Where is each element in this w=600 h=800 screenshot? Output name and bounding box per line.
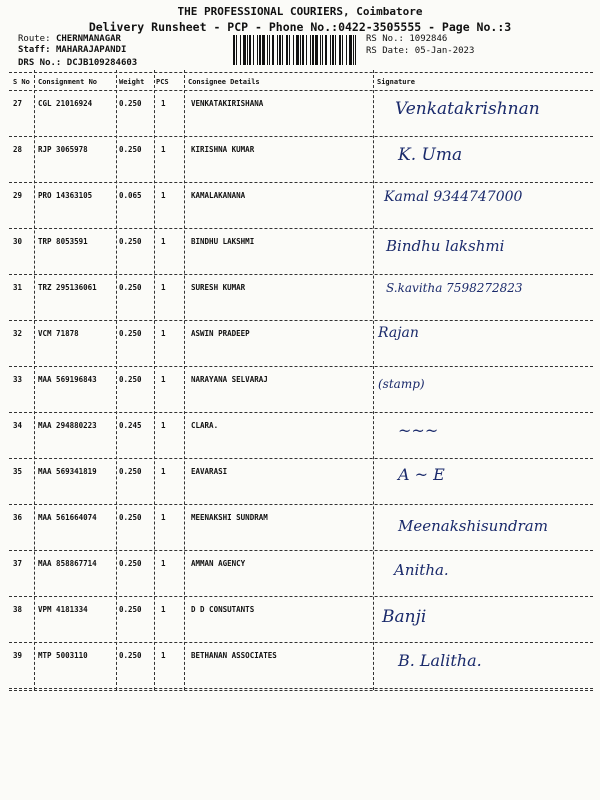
pcs-cell: 1 <box>161 605 166 614</box>
pcs-cell: 1 <box>161 467 166 476</box>
barcode-bar <box>240 35 241 65</box>
barcode-bar <box>262 35 265 65</box>
signature-cell: Banji <box>382 607 427 627</box>
drs-label: DRS No.: <box>18 58 62 68</box>
row-rule <box>9 642 593 643</box>
pcs-cell: 1 <box>161 421 166 430</box>
row-rule <box>9 550 593 551</box>
barcode-bar <box>320 35 321 65</box>
row-rule <box>9 596 593 597</box>
row-rule <box>9 504 593 505</box>
consignment-cell: MAA 569196843 <box>38 375 97 384</box>
barcode-bar <box>279 35 281 65</box>
col-divider <box>116 70 117 690</box>
sno-cell: 36 <box>13 513 23 522</box>
pcs-cell: 1 <box>161 283 166 292</box>
weight-cell: 0.250 <box>119 559 142 568</box>
weight-cell: 0.250 <box>119 237 142 246</box>
barcode-bar <box>289 35 290 65</box>
weight-cell: 0.250 <box>119 99 142 108</box>
barcode-bar <box>267 35 268 65</box>
signature-cell: Kamal 9344747000 <box>384 189 523 205</box>
consignment-cell: MAA 294880223 <box>38 421 97 430</box>
consignee-cell: AMMAN AGENCY <box>191 559 246 568</box>
barcode-bar <box>322 35 323 65</box>
barcode-bar <box>302 35 304 65</box>
header-signature: Signature <box>377 78 415 86</box>
rs-date-value: 05-Jan-2023 <box>414 46 475 56</box>
signature-cell: B. Lalitha. <box>398 651 482 670</box>
consignee-cell: D D CONSUTANTS <box>191 605 255 614</box>
consignee-cell: NARAYANA SELVARAJ <box>191 375 268 384</box>
company-title: THE PROFESSIONAL COURIERS, Coimbatore <box>177 5 423 18</box>
barcode-bar <box>236 35 237 65</box>
row-rule <box>9 182 593 183</box>
sno-cell: 38 <box>13 605 23 614</box>
consignee-cell: BINDHU LAKSHMI <box>191 237 255 246</box>
barcode-bar <box>247 35 248 65</box>
consignee-cell: KAMALAKANANA <box>191 191 246 200</box>
barcode-bar <box>306 35 307 65</box>
weight-cell: 0.250 <box>119 605 142 614</box>
pcs-cell: 1 <box>161 559 166 568</box>
barcode-bar <box>312 35 314 65</box>
col-divider <box>373 70 374 690</box>
staff-value: MAHARAJAPANDI <box>55 45 127 55</box>
barcode-bar <box>346 35 347 65</box>
barcode-bar <box>257 35 258 65</box>
consignee-cell: VENKATAKIRISHANA <box>191 99 264 108</box>
drs-value: DCJB109284603 <box>66 58 138 68</box>
col-divider <box>154 70 155 690</box>
sno-cell: 33 <box>13 375 23 384</box>
table-top-rule <box>9 72 593 73</box>
barcode-bar <box>300 35 301 65</box>
route-line <box>18 34 121 44</box>
signature-cell: K. Uma <box>398 145 463 165</box>
barcode-bar <box>339 35 341 65</box>
header-consignment: Consignment No <box>38 78 98 86</box>
barcode-bar <box>249 35 251 65</box>
drs-line <box>18 58 137 68</box>
consignee-cell: MEENAKSHI SUNDRAM <box>191 513 268 522</box>
consignee-cell: ASWIN PRADEEP <box>191 329 250 338</box>
route-value: CHERNMANAGAR <box>55 34 121 44</box>
consignee-cell: SURESH KUMAR <box>191 283 246 292</box>
barcode <box>233 35 356 65</box>
header-pcs: PCS <box>156 78 169 86</box>
consignee-cell: CLARA. <box>191 421 219 430</box>
signature-cell: Bindhu lakshmi <box>386 237 505 255</box>
header-rule <box>9 90 593 91</box>
row-rule <box>9 458 593 459</box>
weight-cell: 0.245 <box>119 421 142 430</box>
barcode-bar <box>296 35 299 65</box>
pcs-cell: 1 <box>161 145 166 154</box>
sno-cell: 28 <box>13 145 23 154</box>
pcs-cell: 1 <box>161 375 166 384</box>
consignment-cell: CGL 21016924 <box>38 99 93 108</box>
sno-cell: 39 <box>13 651 23 660</box>
barcode-bar <box>286 35 288 65</box>
weight-cell: 0.250 <box>119 651 142 660</box>
consignment-cell: MTP 5003110 <box>38 651 88 660</box>
row-rule <box>9 136 593 137</box>
pcs-cell: 1 <box>161 651 166 660</box>
pcs-cell: 1 <box>161 191 166 200</box>
barcode-bar <box>282 35 283 65</box>
route-label: Route: <box>18 34 51 44</box>
row-rule <box>9 274 593 275</box>
pcs-cell: 1 <box>161 329 166 338</box>
sno-cell: 34 <box>13 421 23 430</box>
staff-label: Staff: <box>18 45 51 55</box>
rs-date-label: RS Date: <box>366 46 410 56</box>
barcode-bar <box>272 35 274 65</box>
rs-no-value: 1092846 <box>409 34 448 44</box>
signature-cell: Rajan <box>378 325 419 341</box>
weight-cell: 0.065 <box>119 191 142 200</box>
row-rule <box>9 412 593 413</box>
barcode-bar <box>315 35 318 65</box>
barcode-bar <box>335 35 336 65</box>
weight-cell: 0.250 <box>119 375 142 384</box>
barcode-bar <box>269 35 270 65</box>
consignment-cell: MAA 858867714 <box>38 559 97 568</box>
sno-cell: 30 <box>13 237 23 246</box>
header-consignee: Consignee Details <box>188 78 260 86</box>
barcode-bar <box>353 35 354 65</box>
barcode-bar <box>332 35 334 65</box>
col-divider <box>184 70 185 690</box>
signature-cell: ~~~ <box>398 421 439 440</box>
consignment-cell: TRP 8053591 <box>38 237 88 246</box>
rs-date-line <box>366 46 474 56</box>
signature-cell: (stamp) <box>378 377 425 391</box>
consignee-cell: KIRISHNA KUMAR <box>191 145 255 154</box>
barcode-bar <box>310 35 311 65</box>
barcode-bar <box>349 35 352 65</box>
signature-cell: A ~ E <box>398 465 445 484</box>
consignee-cell: BETHANAN ASSOCIATES <box>191 651 277 660</box>
sno-cell: 31 <box>13 283 23 292</box>
sno-cell: 29 <box>13 191 23 200</box>
signature-cell: Venkatakrishnan <box>395 99 540 119</box>
weight-cell: 0.250 <box>119 329 142 338</box>
signature-cell: S.kavitha 7598272823 <box>386 281 523 295</box>
header-weight: Weight <box>119 78 145 86</box>
sno-cell: 35 <box>13 467 23 476</box>
barcode-bar <box>330 35 331 65</box>
sno-cell: 32 <box>13 329 23 338</box>
row-rule <box>9 228 593 229</box>
consignment-cell: PRO 14363105 <box>38 191 93 200</box>
runsheet-title: Delivery Runsheet - PCP - Phone No.:0422-3505555 - Page No.:3 <box>88 20 512 34</box>
barcode-bar <box>293 35 294 65</box>
weight-cell: 0.250 <box>119 145 142 154</box>
signature-cell: Anitha. <box>394 561 449 579</box>
weight-cell: 0.250 <box>119 513 142 522</box>
consignee-cell: EAVARASI <box>191 467 228 476</box>
sno-cell: 37 <box>13 559 23 568</box>
barcode-bar <box>325 35 327 65</box>
runsheet-table <box>9 70 593 690</box>
consignment-cell: TRZ 295136061 <box>38 283 97 292</box>
barcode-bar <box>243 35 246 65</box>
row-rule <box>9 366 593 367</box>
pcs-cell: 1 <box>161 237 166 246</box>
barcode-bar <box>253 35 254 65</box>
pcs-cell: 1 <box>161 513 166 522</box>
consignment-cell: VCM 71878 <box>38 329 79 338</box>
sno-cell: 27 <box>13 99 23 108</box>
row-rule <box>9 320 593 321</box>
header-sno: S No <box>13 78 30 86</box>
barcode-bar <box>233 35 235 65</box>
weight-cell: 0.250 <box>119 283 142 292</box>
row-rule <box>9 688 593 689</box>
consignment-cell: RJP 3065978 <box>38 145 88 154</box>
weight-cell: 0.250 <box>119 467 142 476</box>
barcode-bar <box>277 35 278 65</box>
rs-no-line <box>366 34 447 44</box>
consignment-cell: MAA 561664074 <box>38 513 97 522</box>
barcode-bar <box>355 35 356 65</box>
rs-no-label: RS No.: <box>366 34 404 44</box>
staff-line <box>18 45 126 55</box>
pcs-cell: 1 <box>161 99 166 108</box>
consignment-cell: MAA 569341819 <box>38 467 97 476</box>
barcode-bar <box>342 35 343 65</box>
col-divider <box>34 70 35 690</box>
barcode-bar <box>259 35 261 65</box>
consignment-cell: VPM 4181334 <box>38 605 88 614</box>
table-bottom-rule <box>9 690 593 691</box>
signature-cell: Meenakshisundram <box>398 517 548 535</box>
